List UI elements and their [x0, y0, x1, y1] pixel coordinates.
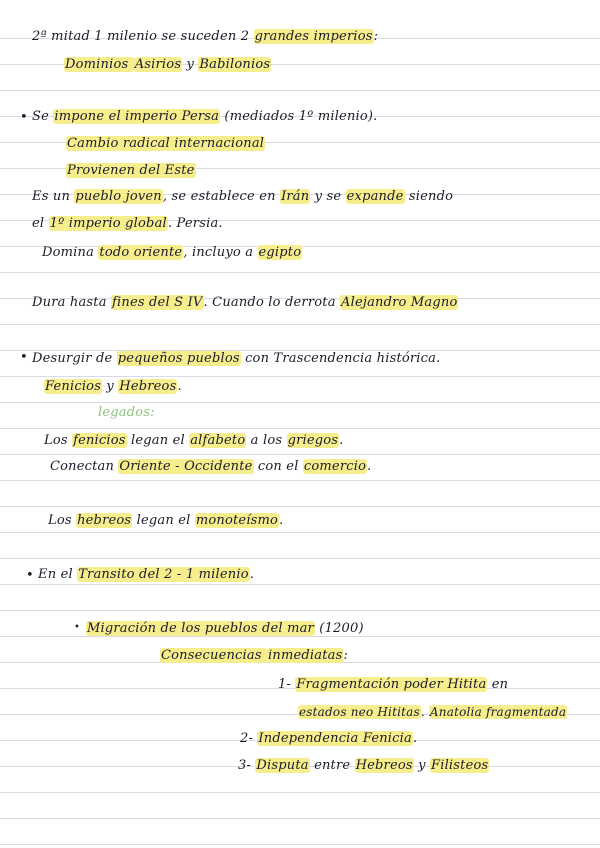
note-line-10: Desurgir de pequeños pueblos con Trascendencia histórica.	[32, 351, 441, 366]
note-line-16: En el Transito del 2 - 1 milenio.	[38, 567, 255, 582]
bullet-3: •	[26, 568, 34, 583]
bullet-1: •	[20, 110, 28, 125]
note-line-19: 1- Fragmentación poder Hitita en	[278, 677, 509, 692]
note-line-21: 2- Independencia Fenicia.	[240, 731, 418, 746]
note-line-7: el 1º imperio global. Persia.	[32, 216, 223, 231]
note-line-6: Es un pueblo joven, se establece en Irán y se expande siendo	[32, 189, 454, 204]
note-line-12: legados:	[98, 405, 155, 420]
note-line-1: 2ª mitad 1 milenio se suceden 2 grandes imperios:	[32, 29, 379, 44]
bullet-4: •	[74, 622, 80, 633]
note-line-9: Dura hasta fines del S IV. Cuando lo derrota Alejandro Magno	[32, 295, 458, 310]
note-line-17: Migración de los pueblos del mar (1200)	[87, 621, 364, 636]
note-line-8: Domina todo oriente, incluyo a egipto	[42, 245, 302, 260]
note-line-20: estados neo Hititas. Anatolia fragmentada	[299, 705, 567, 719]
note-line-11: Fenicios y Hebreos.	[45, 379, 182, 394]
note-line-4: Cambio radical internacional	[67, 136, 265, 151]
note-line-13: Los fenicios legan el alfabeto a los griegos.	[44, 433, 344, 448]
note-line-3: Se impone el imperio Persa (mediados 1º milenio).	[32, 109, 378, 124]
bullet-2: •	[20, 350, 28, 365]
note-line-15: Los hebreos legan el monoteísmo.	[48, 513, 284, 528]
note-line-22: 3- Disputa entre Hebreos y Filisteos	[238, 758, 489, 773]
note-line-14: Conectan Oriente - Occidente con el comercio.	[50, 459, 372, 474]
note-line-2: Dominios Asirios y Babilonios	[65, 57, 271, 72]
note-line-5: Provienen del Este	[67, 163, 195, 178]
note-line-18: Consecuencias inmediatas:	[161, 648, 349, 663]
